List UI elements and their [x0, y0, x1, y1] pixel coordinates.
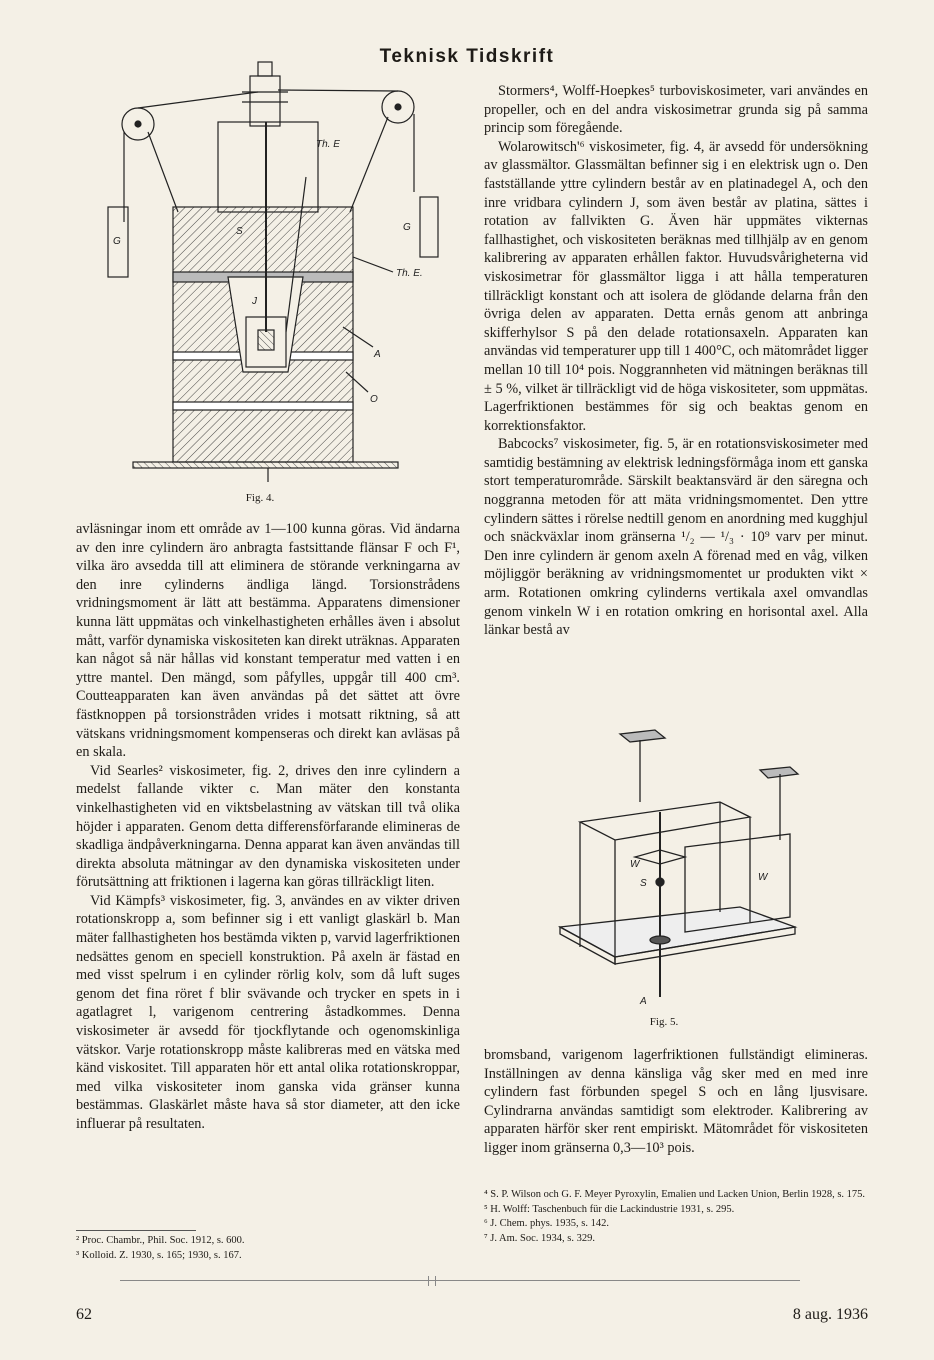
page-number: 62: [76, 1306, 92, 1323]
paragraph: Vid Kämpfs³ viskosimeter, fig. 3, användes en av vikter driven rotationskropp a, som befinner sig i ett vanligt glaskärl b. Man mäter fallhastigheten hos bestämda vikten p, varvid lagerfriktionen nedsättes genom en speciell konstruktion. På axeln är fästad en med visst spelrum i en cylinder rörlig kolv, som då luft suges genom det fina röret f blir svävande och trycker en spets in i agatlagret l, varigenom centrering åstadkommes. Denna viskosimeter är avsedd för tjockflytande och ogenomskinliga vätskor. Varje rotationskropp måste kalibreras med en vätska med känd viskositet. Till apparaten hör ett antal olika rotationskroppar, med vilka viskositeter inom ganska vida gränser kunna bestämmas. Glaskärlet måste hava så stor diameter, att den icke influerar på resultaten.: [76, 892, 460, 1132]
fig4-label-o: O: [370, 394, 378, 405]
fig5-label-w-left: W: [630, 859, 640, 870]
fig4-label-th-e-top: Th. E: [316, 139, 340, 150]
left-column-text: [76, 520, 460, 1134]
footnote-divider: [76, 1230, 196, 1231]
paragraph: Babcocks⁷ viskosimeter, fig. 5, är en rotationsviskosimeter med samtidig bestämning av elektrisk ledningsförmåga inom ett ganska stort temperaturområde. Särskilt beaktansvärd är den säregna och noggranna metoden för att mäta vridningsmomentet. Den yttre cylindern sättes i rörelse nedtill genom en anordning med kugghjul och snäckväxlar inom gränserna ¹/₂ — ¹/₃ · 10⁹ varv per minut. Den inre cylindern är genom axeln A förenad med en våg, vilken möjliggör beräkning av vridningsmomentet ur produkten vikt × arm. Rotationen omkring cylinderns vertikala axel omvandlas genom vinkeln W i en rotation omkring en horisontal axel. Alla länkar bestå av: [484, 436, 868, 639]
footnote: ³ Kolloid. Z. 1930, s. 165; 1930, s. 167.: [76, 1249, 242, 1261]
figure-4-viscometer-diagram: [113, 62, 423, 482]
figure-4-caption: Fig. 4.: [245, 492, 275, 504]
right-column-text-top: [484, 82, 868, 640]
footnote: ⁷ J. Am. Soc. 1934, s. 329.: [484, 1232, 596, 1244]
fig5-label-a: A: [640, 996, 647, 1007]
fig4-label-th-e: Th. E.: [396, 268, 423, 279]
footer-divider: [120, 1280, 800, 1281]
fig4-label-a: A: [374, 349, 381, 360]
footnote: ⁴ S. P. Wilson och G. F. Meyer Pyroxylin, Emalien und Lacken Union, Berlin 1928, s. 175.: [484, 1189, 866, 1200]
figure-5-apparatus-drawing: [540, 712, 810, 1012]
figure-5-caption: Fig. 5.: [649, 1016, 679, 1028]
paragraph: Wolarowitsch'⁶ viskosimeter, fig. 4, är avsedd för undersökning av glassmältor. Glassmältan befinner sig i en elektrisk ugn o. Den fastställande yttre cylindern består av en platinadegel A, och den inre vridbara cylindern J, som även består av platina, sättes i rotation av fallvikten G. Även här uppmätes vikternas fallhastighet, och viskositeten beräknas med tillhjälp av en genom kalibrering av apparaten erhållen faktor. Huvudsvårigheterna vid viskosimetrar för glassmältor ligga i att hålla temperaturen tillräckligt konstant och att isolera de glödande delarna från den övriga delen av apparaten. Detta ernås genom att anbringa skifferhylsor S på den delade rotationsaxeln. Apparaten kan användas vid temperaturer upp till 1 400°C, och mätområdet ligger mellan 10 till 10⁴ pois. Noggrannheten vid mätningen beräknas till ± 5 %, vilket är tillräckligt vid de höga viskositeter, som uppmätas. Lagerfriktionen bestämmes för sig och beaktas genom en korrektionsfaktor.: [484, 138, 868, 434]
fig4-label-g-right: G: [403, 222, 411, 233]
paragraph: Stormers⁴, Wolff-Hoepkes⁵ turboviskosimeter, vari användes en propeller, och en del andra viskosimetrar grunda sig på samma princip som föregående.: [484, 83, 868, 137]
footer-divider-mark: [428, 1276, 436, 1286]
issue-date: 8 aug. 1936: [792, 1306, 868, 1323]
paragraph: avläsningar inom ett område av 1—100 kunna göras. Vid ändarna av den inre cylindern äro anbragta fastsittande flänsar F och F¹, vilka äro avsedda till att eliminera de störande verkningarna av den inre cylinderns ändliga längd. Torsionstrådens vridningsmoment är lätt att bestämma. Apparatens dimensioner kunna lätt uppmätas och vinkelhastigheten erhålles även i absolut mått, varför dynamiska viskositeten kan direkt uträknas. Apparaten kan något så när hållas vid konstant temperatur med vatten i en yttre mantel. Den mängd, som påfylles, uppgår till 400 cm³. Coutteapparaten kan även användas på det sättet att övre fästknoppen på torsionstråden vrides i motsatt riktning, så att vätskans vridningsmoment kompenseras och direkt kan avläsas på en skala.: [76, 521, 460, 761]
paragraph: Vid Searles² viskosimeter, fig. 2, drives den inre cylindern a medelst fallande vikter c. Man mäter den konstanta vinkelhastigheten vid en viktsbelastning av vätskan till två olika höjder i apparaten. Genom detta differensförfarande elimineras de skadliga ändpåverkningarna. Denna apparat kan även användas till direkta absoluta mätningar av den dynamiska viskositeten under förutsättning att friktionen i lagerna kan göras tillräckligt liten.: [76, 762, 460, 891]
journal-title: Teknisk Tidskrift: [379, 46, 555, 67]
fig4-label-j: J: [252, 296, 257, 307]
footnotes-right: [484, 1188, 868, 1246]
fig4-label-g-left: G: [113, 236, 121, 247]
footnote: ⁶ J. Chem. phys. 1935, s. 142.: [484, 1218, 610, 1230]
footnotes-left: [76, 1234, 460, 1263]
footnote: ² Proc. Chambr., Phil. Soc. 1912, s. 600.: [76, 1235, 245, 1246]
right-column-text-bottom: [484, 1046, 868, 1158]
paragraph: bromsband, varigenom lagerfriktionen fullständigt elimineras. Inställningen av denna känsliga våg sker med en med inre cylindern fast förbunden spegel S och en lång ljusvisare. Cylindrarna användas samtidigt som elektroder. Kalibrering av apparaten härför sker rent empiriskt. Mätområdet för viskositeten ligger inom gränserna 0,3—10³ pois.: [484, 1047, 868, 1156]
fig5-label-w-right: W: [758, 872, 768, 883]
fig5-label-s: S: [640, 878, 647, 889]
footnote: ⁵ H. Wolff: Taschenbuch für die Lackindustrie 1931, s. 295.: [484, 1203, 735, 1215]
fig4-label-s: S: [236, 226, 243, 237]
